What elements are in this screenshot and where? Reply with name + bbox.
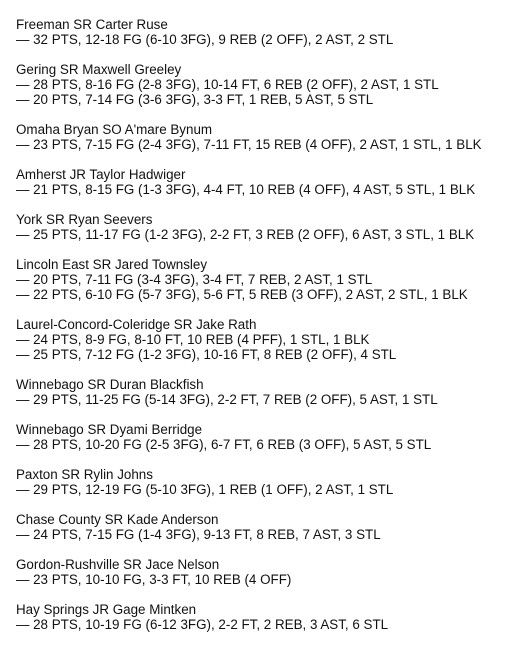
player-entry xyxy=(16,212,508,242)
stat-line: — 21 PTS, 8-15 FG (1-3 3FG), 4-4 FT, 10 REB (4 OFF), 4 AST, 5 STL, 1 BLK xyxy=(16,182,476,197)
player-entry xyxy=(16,122,508,152)
player-entry xyxy=(16,17,508,47)
player-entry xyxy=(16,257,508,302)
stat-line: — 22 PTS, 6-10 FG (5-7 3FG), 5-6 FT, 5 REB (3 OFF), 2 AST, 2 STL, 1 BLK xyxy=(16,287,468,302)
stat-line: — 20 PTS, 7-14 FG (3-6 3FG), 3-3 FT, 1 REB, 5 AST, 5 STL xyxy=(16,92,374,107)
player-name: Winnebago SR Duran Blackfish xyxy=(16,377,204,392)
player-entry xyxy=(16,377,508,407)
stat-line: — 23 PTS, 10-10 FG, 3-3 FT, 10 REB (4 OFF) xyxy=(16,572,292,587)
stat-line: — 20 PTS, 7-11 FG (3-4 3FG), 3-4 FT, 7 REB, 2 AST, 1 STL xyxy=(16,272,373,287)
player-entry xyxy=(16,467,508,497)
stat-line: — 28 PTS, 10-19 FG (6-12 3FG), 2-2 FT, 2 REB, 3 AST, 6 STL xyxy=(16,617,389,632)
player-name: Amherst JR Taylor Hadwiger xyxy=(16,167,186,182)
player-name: Omaha Bryan SO A'mare Bynum xyxy=(16,122,213,137)
player-name: Lincoln East SR Jared Townsley xyxy=(16,257,208,272)
player-name: Gering SR Maxwell Greeley xyxy=(16,62,182,77)
player-name: Winnebago SR Dyami Berridge xyxy=(16,422,203,437)
player-entry xyxy=(16,557,508,587)
stat-line: — 32 PTS, 12-18 FG (6-10 3FG), 9 REB (2 OFF), 2 AST, 2 STL xyxy=(16,32,394,47)
stat-line: — 29 PTS, 12-19 FG (5-10 3FG), 1 REB (1 OFF), 2 AST, 1 STL xyxy=(16,482,394,497)
player-name: York SR Ryan Seevers xyxy=(16,212,153,227)
player-name: Hay Springs JR Gage Mintken xyxy=(16,602,197,617)
stat-line: — 29 PTS, 11-25 FG (5-14 3FG), 2-2 FT, 7 REB (2 OFF), 5 AST, 1 STL xyxy=(16,392,438,407)
stat-line: — 25 PTS, 7-12 FG (1-2 3FG), 10-16 FT, 8 REB (2 OFF), 4 STL xyxy=(16,347,397,362)
player-name: Freeman SR Carter Ruse xyxy=(16,17,168,32)
stat-line: — 23 PTS, 7-15 FG (2-4 3FG), 7-11 FT, 15 REB (4 OFF), 2 AST, 1 STL, 1 BLK xyxy=(16,137,482,152)
player-name: Gordon-Rushville SR Jace Nelson xyxy=(16,557,220,572)
stat-line: — 28 PTS, 10-20 FG (2-5 3FG), 6-7 FT, 6 REB (3 OFF), 5 AST, 5 STL xyxy=(16,437,432,452)
player-entry xyxy=(16,602,508,632)
player-entry xyxy=(16,62,508,107)
player-name: Laurel-Concord-Coleridge SR Jake Rath xyxy=(16,317,257,332)
stat-line: — 24 PTS, 7-15 FG (1-4 3FG), 9-13 FT, 8 REB, 7 AST, 3 STL xyxy=(16,527,381,542)
player-entry xyxy=(16,422,508,452)
player-entry xyxy=(16,317,508,362)
stat-line: — 24 PTS, 8-9 FG, 8-10 FT, 10 REB (4 PFF), 1 STL, 1 BLK xyxy=(16,332,370,347)
player-name: Paxton SR Rylin Johns xyxy=(16,467,153,482)
player-entry xyxy=(16,512,508,542)
player-entry xyxy=(16,167,508,197)
stat-line: — 28 PTS, 8-16 FG (2-8 3FG), 10-14 FT, 6 REB (2 OFF), 2 AST, 1 STL xyxy=(16,77,439,92)
stat-line: — 25 PTS, 11-17 FG (1-2 3FG), 2-2 FT, 3 REB (2 OFF), 6 AST, 3 STL, 1 BLK xyxy=(16,227,475,242)
player-name: Chase County SR Kade Anderson xyxy=(16,512,219,527)
